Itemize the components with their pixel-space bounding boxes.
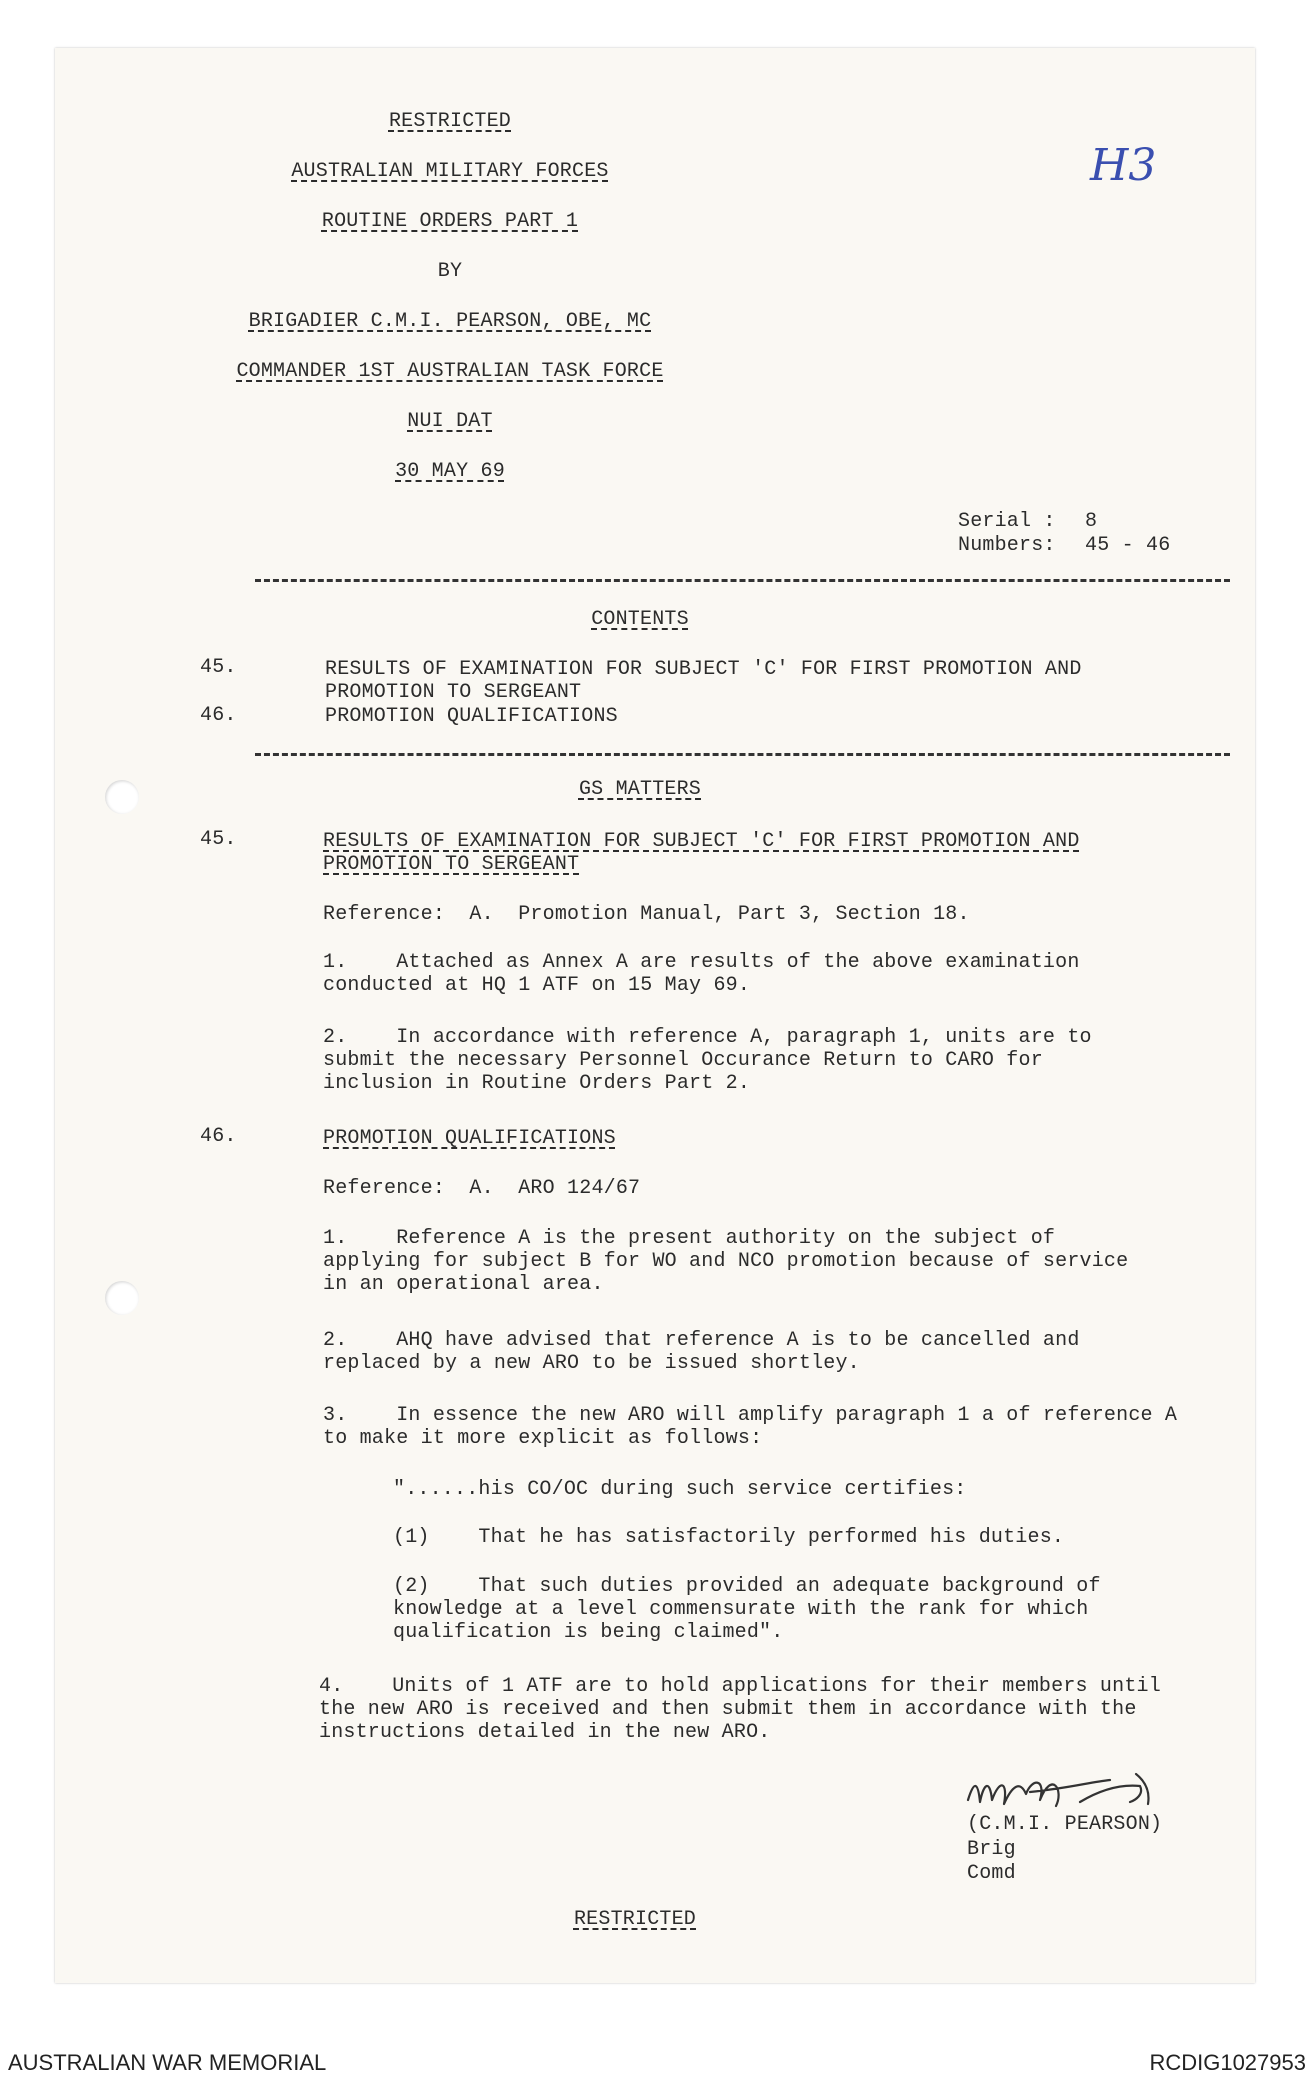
order-46-paragraph: 3. In essence the new ARO will amplify paragraph 1 a of reference A to make it more explicit as follows: bbox=[323, 1404, 1178, 1450]
serial-label: Serial : bbox=[958, 510, 1056, 533]
contents-item-text: RESULTS OF EXAMINATION FOR SUBJECT 'C' FOR FIRST PROMOTION AND PROMOTION TO SERGEANT bbox=[325, 658, 1082, 704]
punch-hole bbox=[105, 1281, 139, 1315]
handwritten-signature bbox=[960, 1760, 1190, 1820]
numbers-value: 45 - 46 bbox=[1085, 534, 1171, 557]
location: NUI DAT bbox=[407, 410, 493, 433]
by-line: BY bbox=[437, 260, 463, 283]
organisation-heading: AUSTRALIAN MILITARY FORCES bbox=[291, 160, 609, 183]
order-46-quote: "......his CO/OC during such service certifies: bbox=[393, 1478, 967, 1501]
order-46-subparagraph: (2) That such duties provided an adequate background of knowledge at a level commensurate with the rank for which qualification is being claimed". bbox=[393, 1575, 1101, 1644]
contents-item-text: PROMOTION QUALIFICATIONS bbox=[325, 705, 618, 728]
order-46-reference: Reference: A. ARO 124/67 bbox=[323, 1177, 641, 1200]
archive-item-id: RCDIG1027953 bbox=[1149, 2050, 1306, 2075]
order-46-paragraph: 2. AHQ have advised that reference A is to be cancelled and replaced by a new ARO to be issued shortley. bbox=[323, 1329, 1080, 1375]
classification-top: RESTRICTED bbox=[388, 110, 512, 133]
classification-bottom: RESTRICTED bbox=[573, 1908, 697, 1931]
contents-heading: CONTENTS bbox=[591, 608, 689, 631]
divider bbox=[255, 753, 1230, 756]
order-46-paragraph: 4. Units of 1 ATF are to hold applications for their members until the new ARO is received and then submit them in accordance with the instructions detailed in the new ARO. bbox=[319, 1675, 1161, 1744]
order-45-paragraph: 2. In accordance with reference A, paragraph 1, units are to submit the necessary Personnel Occurance Return to CARO for inclusion in Routine Orders Part 2. bbox=[323, 1026, 1092, 1095]
document-title: ROUTINE ORDERS PART 1 bbox=[321, 210, 579, 233]
handwritten-folio-mark: H3 bbox=[1090, 140, 1157, 191]
order-46-paragraph: 1. Reference A is the present authority on the subject of applying for subject B for WO and NCO promotion because of service in an operational area. bbox=[323, 1227, 1129, 1296]
contents-item-number: 46. bbox=[200, 704, 237, 727]
serial-value: 8 bbox=[1085, 510, 1098, 533]
order-number-45: 45. bbox=[200, 828, 237, 851]
divider bbox=[255, 579, 1230, 582]
officer-appointment: COMMANDER 1ST AUSTRALIAN TASK FORCE bbox=[236, 360, 664, 383]
signatory-rank: Brig bbox=[967, 1838, 1016, 1861]
order-number-46: 46. bbox=[200, 1125, 237, 1148]
section-heading: GS MATTERS bbox=[578, 778, 702, 801]
contents-item-number: 45. bbox=[200, 656, 237, 679]
signatory-name: (C.M.I. PEARSON) bbox=[967, 1813, 1163, 1836]
order-45-title-cont: PROMOTION TO SERGEANT bbox=[323, 853, 580, 876]
order-46-title: PROMOTION QUALIFICATIONS bbox=[323, 1127, 616, 1150]
order-45-reference: Reference: A. Promotion Manual, Part 3, Section 18. bbox=[323, 903, 970, 926]
signatory-appointment: Comd bbox=[967, 1862, 1016, 1885]
issue-date: 30 MAY 69 bbox=[395, 460, 505, 483]
numbers-label: Numbers: bbox=[958, 534, 1056, 557]
punch-hole bbox=[105, 780, 139, 814]
document-page bbox=[55, 48, 1255, 1983]
archive-institution: AUSTRALIAN WAR MEMORIAL bbox=[8, 2050, 327, 2075]
order-45-title: RESULTS OF EXAMINATION FOR SUBJECT 'C' FOR FIRST PROMOTION AND bbox=[323, 830, 1080, 853]
issuing-officer: BRIGADIER C.M.I. PEARSON, OBE, MC bbox=[248, 310, 652, 333]
order-46-subparagraph: (1) That he has satisfactorily performed his duties. bbox=[393, 1526, 1065, 1549]
order-45-paragraph: 1. Attached as Annex A are results of the above examination conducted at HQ 1 ATF on 15 May 69. bbox=[323, 951, 1080, 997]
